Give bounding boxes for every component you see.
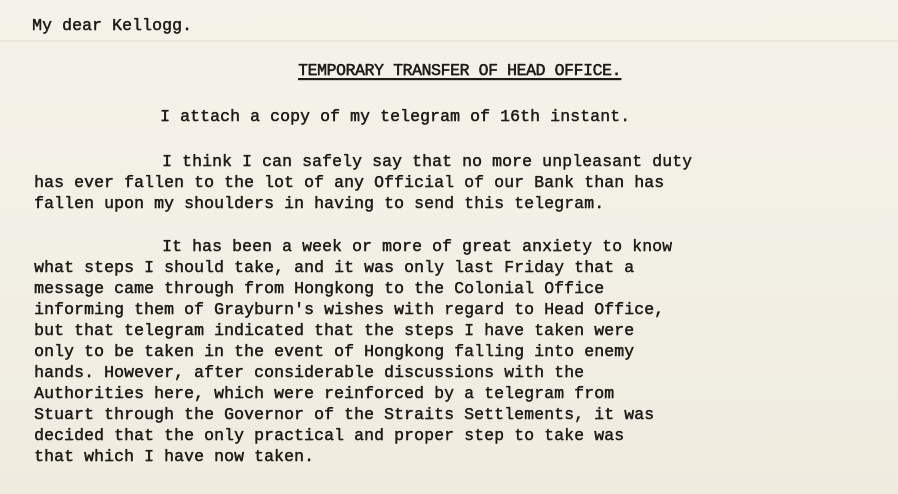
paragraph-3-line-11: that which I have now taken. bbox=[34, 447, 315, 466]
paragraph-3-line-5: but that telegram indicated that the steps I have taken were bbox=[34, 321, 635, 340]
paragraph-3-line-4: informing them of Grayburn's wishes with regard to Head Office, bbox=[34, 300, 665, 319]
paragraph-3 bbox=[34, 236, 672, 467]
paragraph-3-line-1: It has been a week or more of great anxiety to know bbox=[162, 237, 673, 256]
letter-heading: TEMPORARY TRANSFER OF HEAD OFFICE. bbox=[298, 61, 622, 80]
paragraph-2-line-3: fallen upon my shoulders in having to send this telegram. bbox=[34, 194, 605, 213]
paragraph-3-line-7: hands. However, after considerable discussions with the bbox=[34, 363, 585, 382]
paragraph-3-line-2: what steps I should take, and it was only last Friday that a bbox=[34, 258, 635, 277]
paragraph-3-line-3: message came through from Hongkong to the Colonial Office bbox=[34, 279, 605, 298]
paragraph-3-line-10: decided that the only practical and proper step to take was bbox=[34, 426, 625, 445]
salutation: My dear Kellogg. bbox=[32, 16, 193, 35]
paragraph-2-line-1: I think I can safely say that no more unpleasant duty bbox=[162, 152, 693, 171]
paragraph-1: I attach a copy of my telegram of 16th instant. bbox=[160, 107, 631, 126]
paragraph-3-line-9: Stuart through the Governor of the Straits Settlements, it was bbox=[34, 405, 655, 424]
paragraph-2 bbox=[34, 151, 692, 214]
paragraph-2-line-2: has ever fallen to the lot of any Official of our Bank than has bbox=[34, 173, 665, 192]
paragraph-3-line-8: Authorities here, which were reinforced by a telegram from bbox=[34, 384, 615, 403]
paragraph-3-line-6: only to be taken in the event of Hongkong falling into enemy bbox=[34, 342, 635, 361]
paper-fold-line bbox=[0, 40, 898, 42]
